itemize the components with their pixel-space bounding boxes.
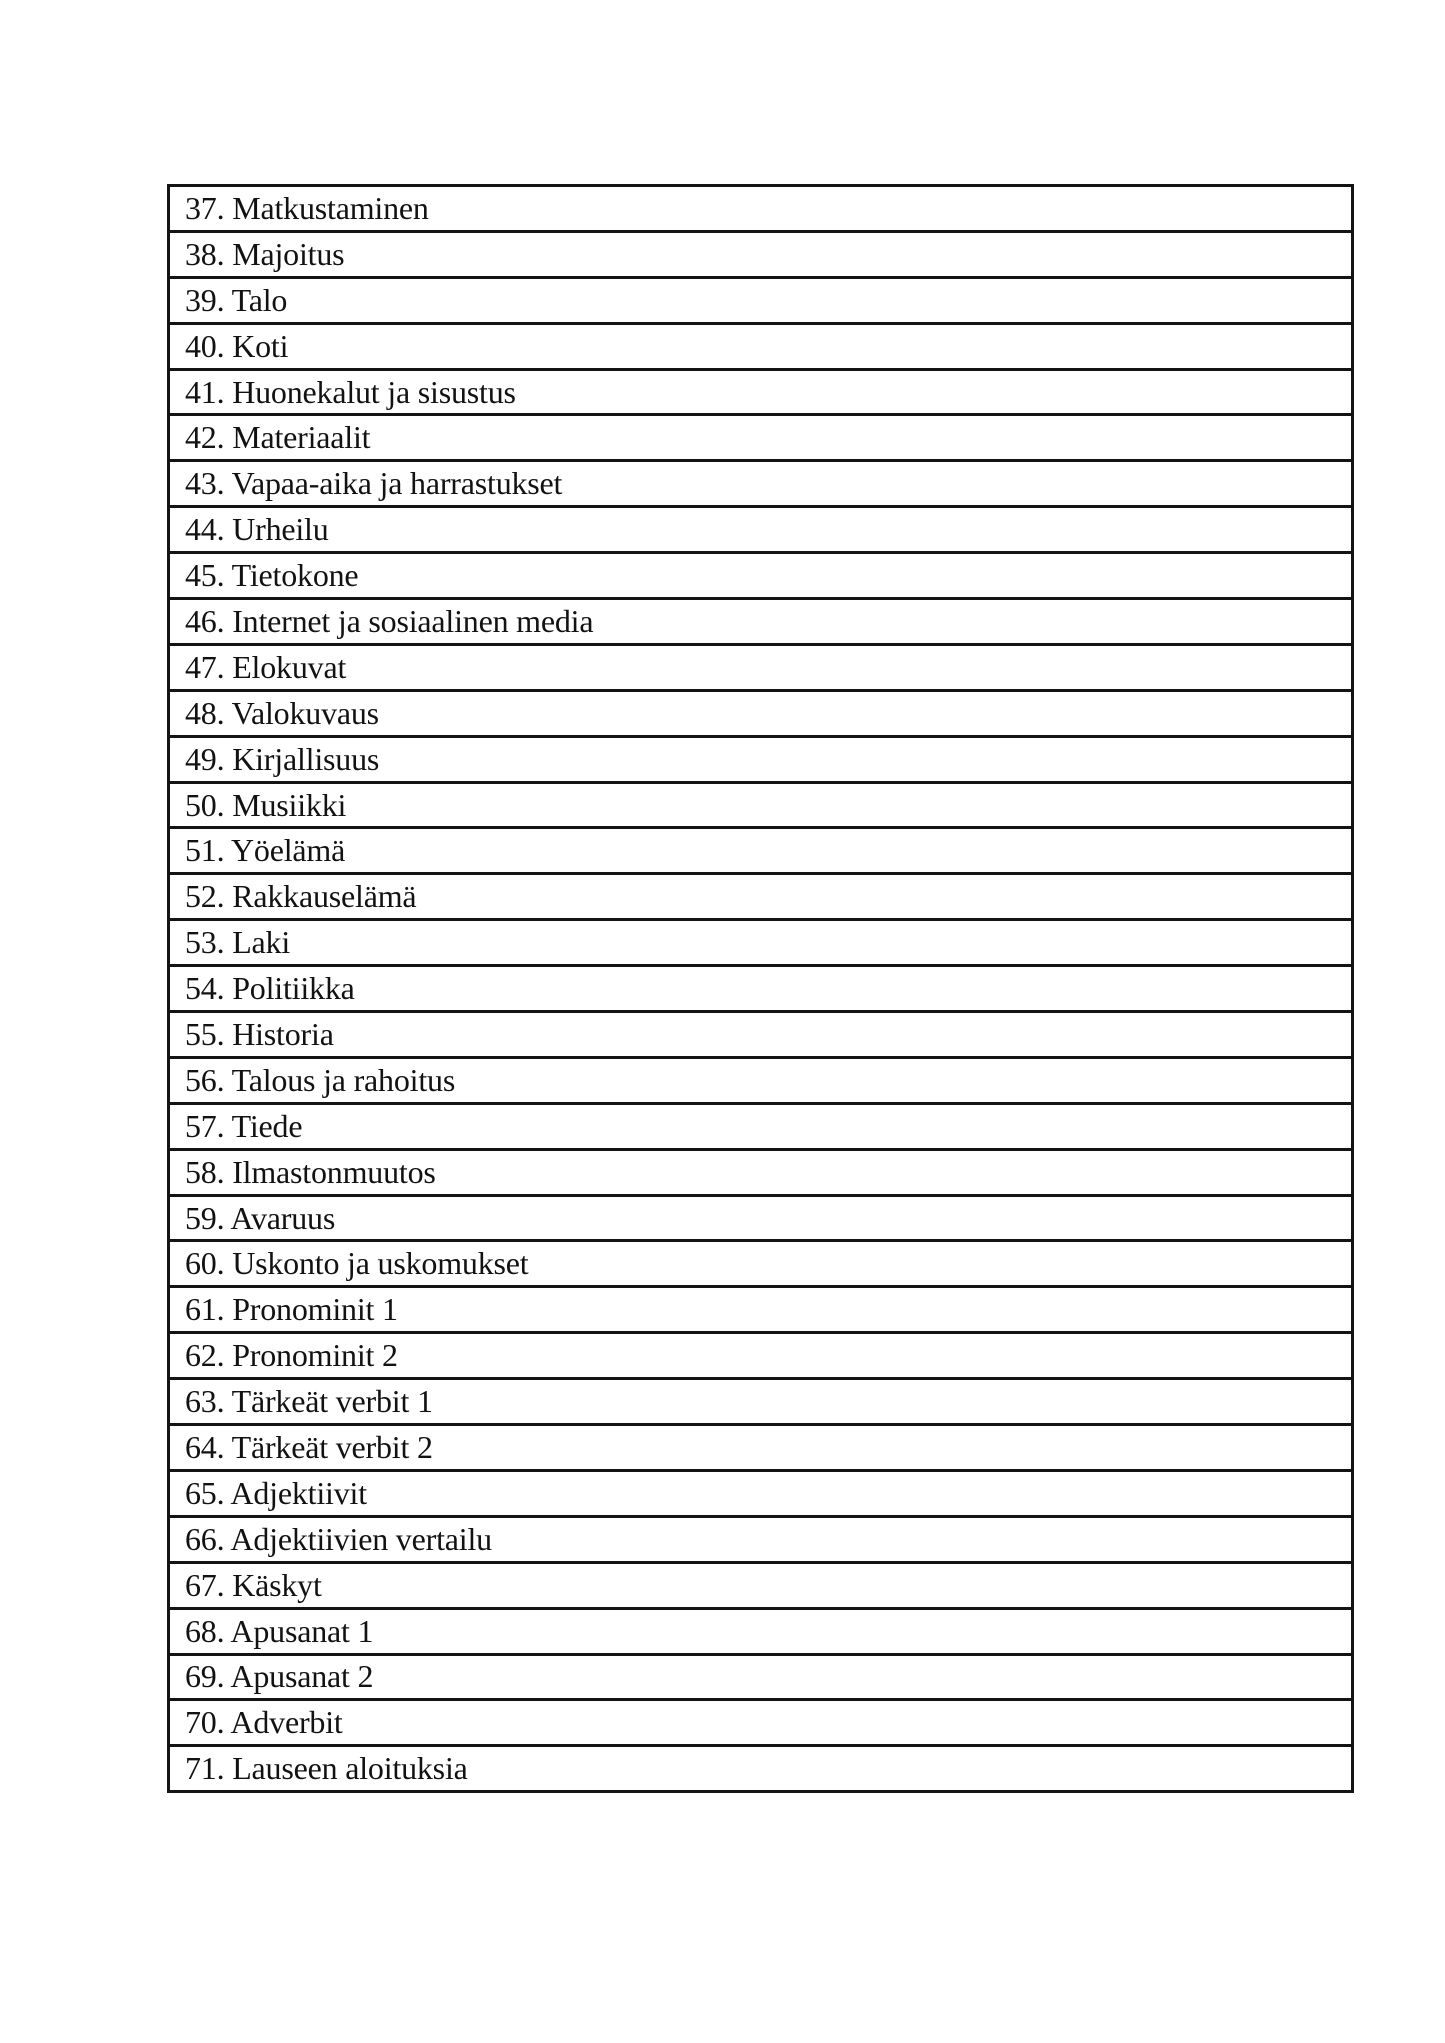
toc-entry-text: 65. Adjektiivit [185,1474,367,1511]
toc-row [170,1518,1351,1564]
toc-entry-text: 42. Materiaalit [185,419,371,456]
toc-entry-text: 44. Urheilu [185,511,329,548]
toc-row [170,921,1351,967]
toc-row [170,1242,1351,1288]
toc-row [170,875,1351,921]
toc-row [170,325,1351,371]
toc-row [170,1197,1351,1243]
toc-row [170,1380,1351,1426]
toc-row [170,1059,1351,1105]
toc-row [170,1105,1351,1151]
toc-entry-text: 41. Huonekalut ja sisustus [185,373,516,410]
toc-entry-text: 60. Uskonto ja uskomukset [185,1245,529,1282]
toc-row [170,371,1351,417]
toc-row [170,1013,1351,1059]
toc-entry-text: 71. Lauseen aloituksia [185,1750,468,1787]
toc-row [170,600,1351,646]
toc-entry-text: 64. Tärkeät verbit 2 [185,1428,433,1465]
toc-row [170,233,1351,279]
toc-entry-text: 48. Valokuvaus [185,694,379,731]
toc-row [170,784,1351,830]
toc-entry-text: 66. Adjektiivien vertailu [185,1520,492,1557]
toc-row [170,967,1351,1013]
toc-entry-text: 43. Vapaa-aika ja harrastukset [185,465,563,502]
toc-entry-text: 37. Matkustaminen [185,189,429,226]
toc-entry-text: 46. Internet ja sosiaalinen media [185,602,594,639]
toc-row [170,416,1351,462]
toc-entry-text: 47. Elokuvat [185,648,347,685]
table-of-contents [167,184,1354,1793]
toc-entry-text: 55. Historia [185,1015,334,1052]
toc-entry-text: 58. Ilmastonmuutos [185,1153,436,1190]
toc-entry-text: 38. Majoitus [185,235,345,272]
toc-row [170,1610,1351,1656]
toc-entry-text: 53. Laki [185,924,291,961]
toc-entry-text: 50. Musiikki [185,786,347,823]
toc-row [170,187,1351,233]
toc-row [170,1288,1351,1334]
toc-row [170,738,1351,784]
toc-row [170,554,1351,600]
toc-entry-text: 40. Koti [185,327,289,364]
toc-row [170,1656,1351,1702]
toc-row [170,692,1351,738]
toc-entry-text: 69. Apusanat 2 [185,1658,374,1695]
toc-row [170,1472,1351,1518]
toc-row [170,1334,1351,1380]
toc-row [170,1564,1351,1610]
toc-row [170,1701,1351,1747]
toc-row [170,1426,1351,1472]
toc-row [170,646,1351,692]
toc-row [170,1151,1351,1197]
toc-entry-text: 62. Pronominit 2 [185,1337,398,1374]
toc-row [170,508,1351,554]
toc-entry-text: 68. Apusanat 1 [185,1612,374,1649]
toc-entry-text: 56. Talous ja rahoitus [185,1061,456,1098]
toc-entry-text: 51. Yöelämä [185,832,346,869]
toc-entry-text: 59. Avaruus [185,1199,336,1236]
toc-row [170,279,1351,325]
toc-entry-text: 54. Politiikka [185,970,355,1007]
toc-entry-text: 45. Tietokone [185,557,359,594]
toc-entry-text: 57. Tiede [185,1107,303,1144]
toc-entry-text: 52. Rakkauselämä [185,878,417,915]
toc-entry-text: 61. Pronominit 1 [185,1291,398,1328]
toc-entry-text: 63. Tärkeät verbit 1 [185,1383,433,1420]
toc-entry-text: 39. Talo [185,281,288,318]
toc-entry-text: 49. Kirjallisuus [185,740,380,777]
toc-entry-text: 67. Käskyt [185,1566,322,1603]
toc-row [170,462,1351,508]
toc-row [170,1747,1351,1790]
toc-row [170,829,1351,875]
toc-entry-text: 70. Adverbit [185,1704,343,1741]
